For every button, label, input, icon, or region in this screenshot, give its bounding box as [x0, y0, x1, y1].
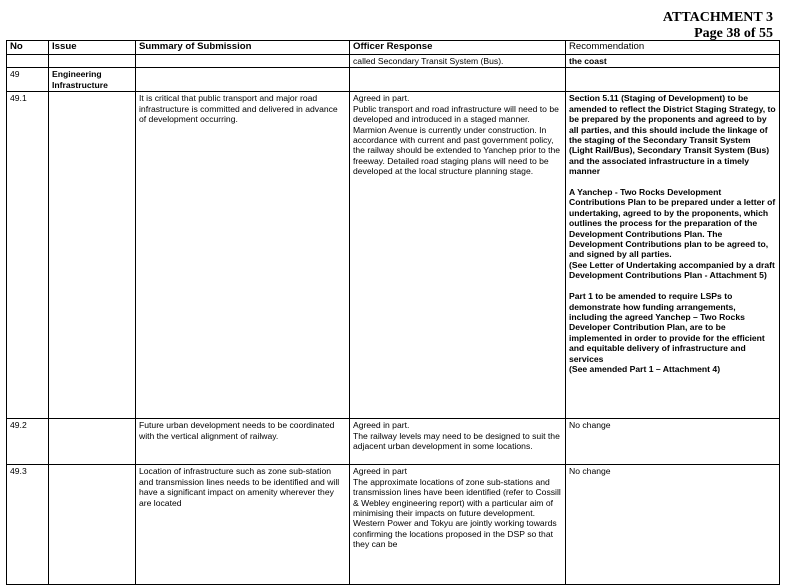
cell-recommendation-continuation: the coast — [566, 55, 780, 68]
officer-response-lead: Agreed in part. — [353, 420, 410, 431]
table-row — [7, 92, 780, 419]
attachment-label: ATTACHMENT 3 — [662, 10, 773, 25]
submissions-table — [6, 40, 780, 585]
cell-section-no: 49 — [7, 68, 49, 92]
cell-recommendation: No change — [566, 465, 780, 585]
page-number: Page 38 of 55 — [694, 26, 773, 41]
col-header-summary: Summary of Submission — [136, 41, 350, 55]
officer-response-lead: Agreed in part. — [353, 93, 410, 104]
section-issue-line2: Infrastructure — [52, 79, 108, 90]
section-issue-line1: Engineering — [52, 69, 102, 80]
cell-empty — [136, 55, 350, 68]
recommendation-paragraph: A Yanchep - Two Rocks Development Contributions Plan to be prepared under a letter of undertaking, agreed to by the proponents, which outlines the process for the preparation of the Development Contributions Plan. The Development Contributions plan to be agreed to, and signed by all parties. — [569, 187, 776, 260]
cell-empty — [566, 68, 780, 92]
officer-response-body: Public transport and road infrastructure will need to be developed and introduced in a staged manner. Marmion Avenue is currently under construction. In accordance with current and past government policy, the railway should be extended to Yanchep prior to the freeway. Detailed road staging plans will need to be developed at the local structure planning stage. — [353, 103, 561, 177]
table-row-section — [7, 68, 780, 92]
cell-issue — [49, 92, 136, 419]
cell-empty — [136, 68, 350, 92]
table-row — [7, 419, 780, 465]
cell-no: 49.1 — [7, 92, 49, 419]
cell-summary: Future urban development needs to be coordinated with the vertical alignment of railway. — [136, 419, 350, 465]
recommendation-note: (See amended Part 1 – Attachment 4) — [569, 363, 721, 374]
cell-empty — [49, 55, 136, 68]
cell-issue — [49, 419, 136, 465]
cell-empty — [7, 55, 49, 68]
col-header-no: No — [7, 41, 49, 55]
col-header-recommendation: Recommendation — [566, 41, 780, 55]
cell-summary: Location of infrastructure such as zone sub-station and transmission lines needs to be identified and will have a significant impact on amenity wherever they are located — [136, 465, 350, 585]
table-row — [7, 465, 780, 585]
cell-officer-response — [350, 419, 566, 465]
recommendation-paragraph: Section 5.11 (Staging of Development) to be amended to reflect the District Staging Strategy, to be prepared by the proponents and agreed to by all parties, and this should include the linkage of the staging of the Secondary Transit System (Light Rail/Bus), Secondary Transit System (Bus) and the associated infrastructure in a timely manner — [569, 93, 776, 177]
cell-recommendation: No change — [566, 419, 780, 465]
cell-no: 49.2 — [7, 419, 49, 465]
recommendation-note: (See Letter of Undertaking accompanied by a draft Development Contributions Plan - Attachment 5) — [569, 259, 775, 281]
cell-empty — [350, 68, 566, 92]
col-header-officer-response: Officer Response — [350, 41, 566, 55]
cell-recommendation — [566, 92, 780, 419]
cell-issue — [49, 465, 136, 585]
col-header-issue: Issue — [49, 41, 136, 55]
cell-officer-continuation: called Secondary Transit System (Bus). — [350, 55, 566, 68]
table-header-row — [7, 41, 780, 55]
cell-section-issue — [49, 68, 136, 92]
cell-officer-response — [350, 465, 566, 585]
cell-summary: It is critical that public transport and major road infrastructure is committed and delivered in advance of development occurring. — [136, 92, 350, 419]
table-row-continuation — [7, 55, 780, 68]
cell-no: 49.3 — [7, 465, 49, 585]
officer-response-body: The railway levels may need to be designed to suit the adjacent urban development in some locations. — [353, 430, 560, 452]
recommendation-paragraph: Part 1 to be amended to require LSPs to demonstrate how funding arrangements, including the agreed Yanchep – Two Rocks Developer Contribution Plan, are to be implemented in order to provide for the efficient and equitable delivery of infrastructure and services — [569, 291, 765, 364]
officer-response-body: The approximate locations of zone sub-stations and transmission lines have been identified (refer to Cossill & Webley engineering report) with a particular aim of minimising their impacts on future development. Western Power and Tokyu are jointly working towards confirming the locations proposed in the DSP so that they can be — [353, 476, 561, 550]
officer-response-lead: Agreed in part — [353, 466, 407, 477]
cell-officer-response — [350, 92, 566, 419]
